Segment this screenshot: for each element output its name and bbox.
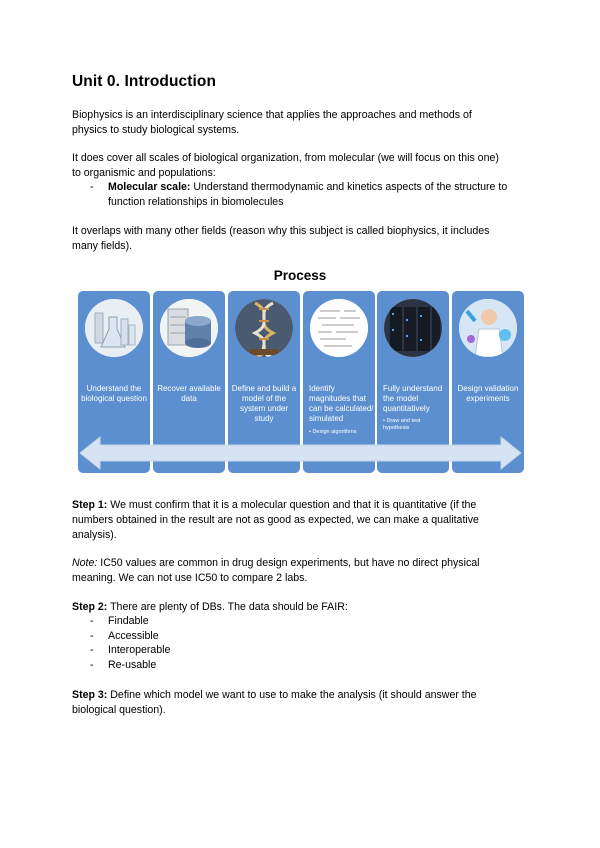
bullet-line-2: function relationships in biomolecules	[108, 196, 284, 208]
scales-line-2: to organismic and populations:	[72, 167, 216, 179]
molecular-scale-bullet	[90, 180, 540, 210]
note-rest: IC50 values are common in drug design experiments, but have no direct physical	[97, 557, 480, 569]
double-arrow-icon	[78, 435, 523, 471]
dna-icon	[235, 299, 293, 357]
step-2-label: Recover available data	[157, 384, 221, 403]
step-1-paragraph	[72, 498, 532, 543]
fair-item: - Accessible	[90, 629, 540, 644]
fair-item: - Interoperable	[90, 643, 540, 658]
fair-item: - Re-usable	[90, 658, 540, 673]
step-4-sub: • Design algorithms	[309, 429, 357, 435]
note-paragraph	[72, 556, 532, 586]
fair-item-label: Accessible	[108, 630, 159, 642]
equations-icon	[310, 299, 368, 357]
step-5-label: Fully understand the model quantitatively	[383, 384, 443, 413]
overlap-paragraph	[72, 224, 532, 254]
step-1-label: Understand the biological question	[81, 384, 147, 403]
process-title: Process	[273, 268, 327, 283]
scientist-icon	[459, 299, 517, 357]
step-3-rest: Define which model we want to use to make the analysis (it should answer the	[107, 689, 477, 701]
overlap-line-2: many fields).	[72, 240, 133, 252]
note-line-2: meaning. We can not use IC50 to compare 2 labs.	[72, 572, 308, 584]
step-3-line-2: biological question).	[72, 704, 166, 716]
fair-item: - Findable	[90, 614, 540, 629]
bullet-rest: Understand thermodynamic and kinetics aspects of the structure to	[190, 181, 508, 193]
fair-item-label: Findable	[108, 615, 149, 627]
step-6-label: Design validation experiments	[457, 384, 519, 403]
intro-line-1: Biophysics is an interdisciplinary science that applies the approaches and methods of	[72, 109, 472, 121]
process-diagram	[78, 291, 523, 476]
overlap-line-1: It overlaps with many other fields (reason why this subject is called biophysics, it includes	[72, 225, 490, 237]
scales-line-1: It does cover all scales of biological organization, from molecular (we will focus on this one)	[72, 152, 499, 164]
database-icon	[160, 299, 218, 357]
fair-item-label: Interoperable	[108, 644, 171, 656]
step-1-bold: Step 1:	[72, 499, 108, 511]
note-italic: Note:	[72, 557, 98, 569]
scales-paragraph	[72, 151, 532, 181]
intro-line-2: physics to study biological systems.	[72, 124, 240, 136]
step-3-bold: Step 3:	[72, 689, 108, 701]
server-icon	[384, 299, 442, 357]
intro-paragraph	[72, 108, 532, 138]
bullet-bold: Molecular scale:	[108, 181, 191, 193]
fair-item-label: Re-usable	[108, 659, 157, 671]
page-title: Unit 0. Introduction	[72, 73, 217, 90]
step-2-rest: There are plenty of DBs. The data should be FAIR:	[107, 601, 348, 613]
step-1-rest: We must confirm that it is a molecular question and that it is quantitative (if the	[107, 499, 477, 511]
step-1-line-2: numbers obtained in the result are not as good as expected, we can make a qualitative	[72, 514, 479, 526]
step-5-sub: • Draw and test hypothesis	[383, 418, 421, 431]
step-3-label: Define and build a model of the system under study	[231, 384, 297, 423]
bullet-text	[108, 180, 538, 210]
glassware-icon	[85, 299, 143, 357]
step-3-paragraph	[72, 688, 532, 718]
bullet-dash: -	[90, 181, 94, 193]
step-2-paragraph	[72, 600, 532, 615]
step-4-label: Identify magnitudes that can be calculated/ simulated	[309, 384, 374, 423]
step-2-bold: Step 2:	[72, 601, 108, 613]
step-1-line-3: analysis).	[72, 529, 117, 541]
